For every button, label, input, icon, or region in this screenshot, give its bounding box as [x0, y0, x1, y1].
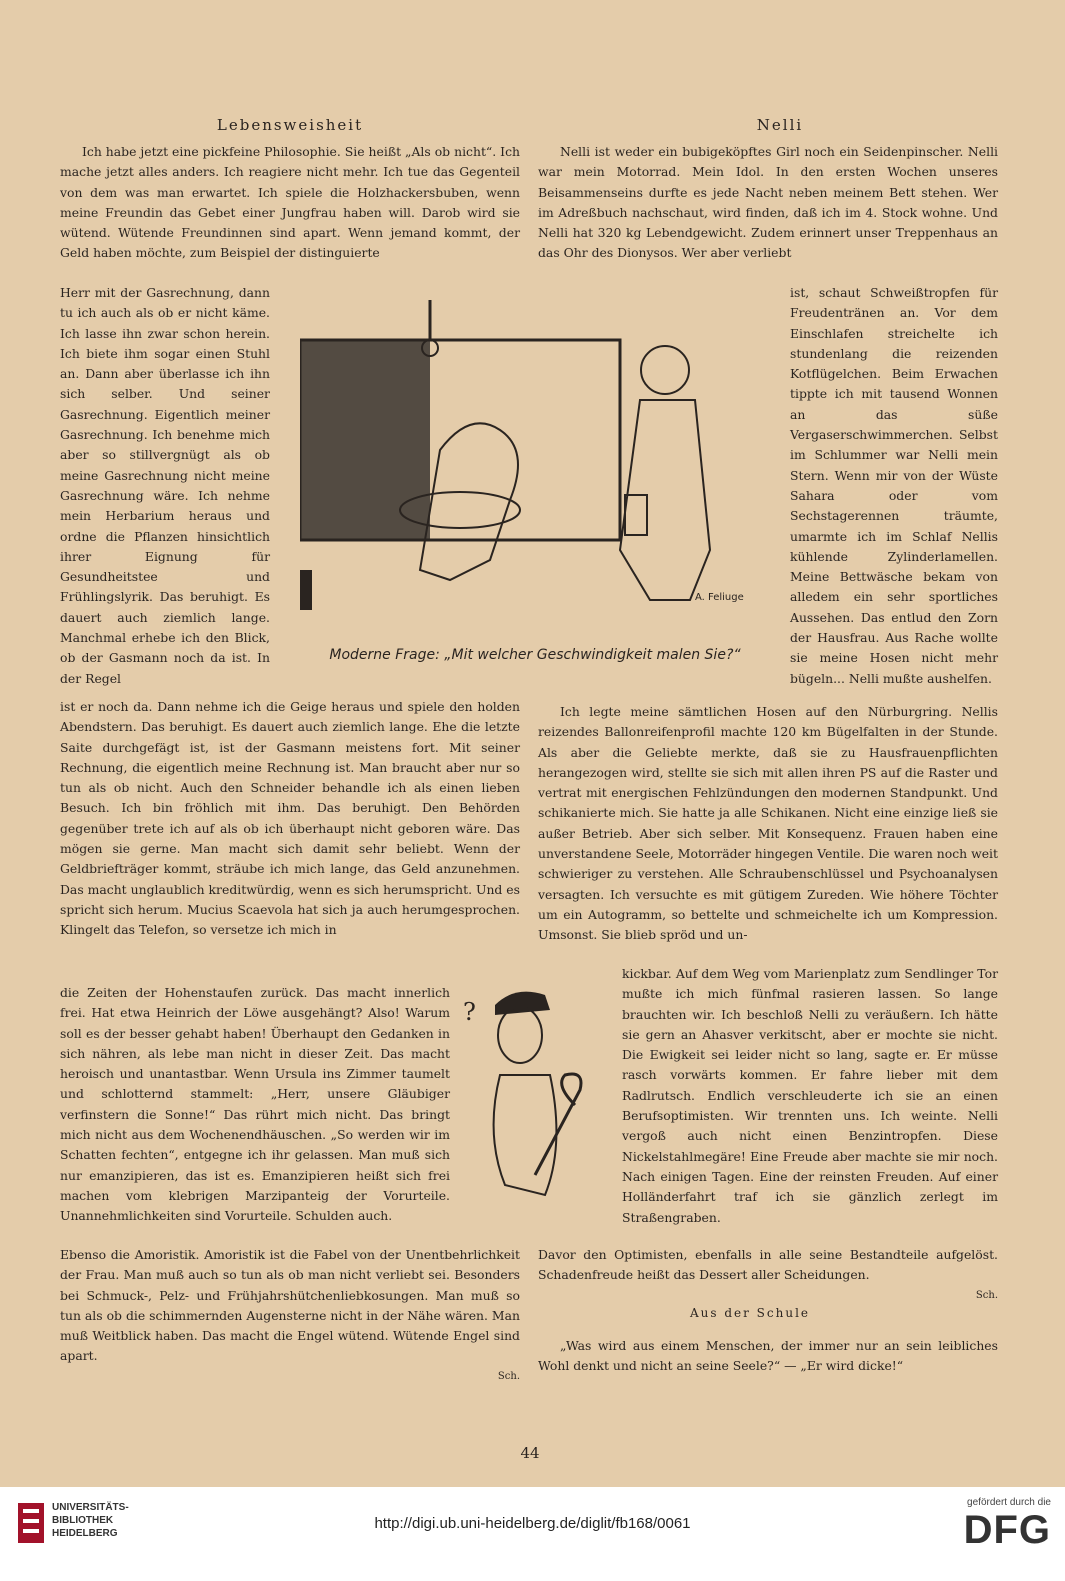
right-article-paragraph-2 [790, 283, 998, 689]
school-joke-text [538, 1336, 998, 1377]
left-article-paragraph-1 [60, 142, 520, 264]
painter-figure [420, 423, 518, 580]
paragraph-text: die Zeiten der Hohenstaufen zurück. Das macht innerlich frei. Hat etwa Heinrich der Löwe ausgehängt? Also! Warum soll es der besser gehabt haben! Überhaupt den Gedanken in sich nähren, als lebe man nicht in dieser Zeit. Das macht heroisch und unantastbar. Wenn Ursula ins Zimmer taumelt und schlotternd stammelt: „Herr, unsere Gläubiger verfinstern die Sonne!“ Das rührt mich nicht. Das bringt mich nicht aus dem Wochenendhäuschen. „So werden wir im Schatten fechten“, entgegne ich ihr gelassen. Man muß sich nur emanzipieren, das ist es. Emanzipieren heißt sich frei machen vom klebrigen Marzipanteig der Vorurteile. Unannehmlichkeiten sind Vorurteile. Schulden auch. [60, 985, 450, 1224]
right-article-paragraph-5 [538, 1245, 998, 1306]
paragraph-text: „Was wird aus einem Menschen, der immer nur an sein leibliches Wohl denkt und nicht an seine Seele?“ — „Er wird dicke!“ [538, 1338, 998, 1374]
illustration-caption: Moderne Frage: „Mit welcher Geschwindigkeit malen Sie?“ [329, 647, 741, 663]
paragraph-text: Ebenso die Amoristik. Amoristik ist die Fabel von der Unentbehrlichkeit der Frau. Man muß auch so tun als ob man nicht verliebt sei. Besonders bei Schmuck-, Pelz- und Frühjahrshütchenliebkosungen. Man muß so tun als ob die schimmernden Augensterne nicht in der Nähe wären. Man muß Weitblick haben. Das macht die Engel wütend. Wütende Engel sind apart. [60, 1247, 520, 1364]
body [494, 1075, 557, 1195]
footer-bar [0, 1487, 1065, 1581]
hat [495, 992, 550, 1015]
right-article-paragraph-3 [538, 702, 998, 946]
dark-painting-area [300, 340, 430, 540]
right-article-paragraph-1 [538, 142, 998, 264]
right-article-title: Nelli [756, 116, 804, 134]
paragraph-text: ist, schaut Schweißtropfen für Freudentränen an. Vor dem Einschlafen streichelte ich stundenlang die reizenden Kotflügelchen. Beim Erwachen tippte ich mit tausend Wonnen an das süße Vergaserschwimmerchen. Selbst im Schlummer war Nelli mein Stern. Wenn mir von der Wüste Sahara oder vom Sechstagerennen träumte, umarmte ich im Schlaf Nellis kühlende Zylinderlamellen. Meine Bettwäsche bekam von alledem ein sehr sportliches Aussehen. Das entlud den Zorn der Hausfrau. Aus Rache wollte sie meine Hosen nicht mehr bügeln... Nelli mußte aushelfen. [790, 285, 998, 686]
doctor-head [641, 346, 689, 394]
right-article-signature: Sch. [975, 1289, 998, 1301]
left-article-signature: Sch. [497, 1370, 520, 1382]
artist-signature: A. Feliuge [695, 592, 744, 603]
permalink-url[interactable]: http://digi.ub.uni-heidelberg.de/diglit/fb168/0061 [374, 1515, 691, 1532]
library-name-line: UNIVERSITÄTS- [52, 1502, 129, 1513]
paragraph-text: Herr mit der Gasrechnung, dann tu ich auch als ob er nicht käme. Ich lasse ihn zwar schon herein. Ich biete ihm sogar einen Stuhl an. Dann aber überlasse ich ihn sich selber. Und seiner Gasrechnung. Eigentlich meiner Gasrechnung. Ich benehme mich aber so stillvergnügt als ob meine Gasrechnung nicht meine Gasrechnung wäre. Ich nehme mein Herbarium heraus und ordne die Pflanzen hinsichtlich ihrer Eignung für Gesundheitstee und Frühlingslyrik. Das beruhigt. Es dauert auch ziemlich lange. Manchmal erhebe ich den Blick, ob der Gasmann noch da ist. In der Regel [60, 285, 270, 686]
right-article-paragraph-4 [622, 964, 998, 1228]
paragraph-text: Davor den Optimisten, ebenfalls in alle seine Bestandteile aufgelöst. Schadenfreude heißt das Dessert aller Scheidungen. [538, 1247, 998, 1283]
head [498, 1007, 542, 1063]
cane [535, 1074, 581, 1175]
left-article-paragraph-3 [60, 697, 520, 941]
doctor-bag [625, 495, 647, 535]
paragraph-text: Ich legte meine sämtlichen Hosen auf den Nürburgring. Nellis reizendes Ballonreifenprofil machte 120 km Bügelfalten in der Stunde. Als aber die Geliebte merkte, daß sie zu Hausfrauenpflichten herangezogen wird, stellte sie sich mit allen ihren PS auf die Raster und vertrat mit energischen Fehlzündungen den modernen Standpunkt. Und schikanierte mich. Sie hatte ja alle Schikanen. Nicht eine einzige ließ sie außer Betrieb. Aber sich selber. Mit Konsequenz. Frauen haben eine unverstandene Seele, Motorräder hingegen Ventile. Die waren noch weit schwieriger zu verstehen. Alle Schraubenschlüssel und Psychoanalysen versagten. Ich versuchte es mit gütigem Zureden. Wie höhere Töchter um ein Autogramm, so bettelte und schmeichelte ich um Kompression. Umsonst. Sie blieb spröd und un- [538, 704, 998, 943]
left-article-paragraph-2 [60, 283, 270, 689]
school-joke-title: Aus der Schule [689, 1306, 811, 1320]
paragraph-text: kickbar. Auf dem Weg vom Marienplatz zum Sendlinger Tor mußte ich mich fünfmal rasieren lassen. So lange brauchten wir. Ich beschloß Nelli zu veräußern. Ich hätte sie gern an Ahasver verkitscht, aber er mochte sie nicht. Die Ewigkeit sei leider nicht so lang, sagte er. Er müsse rasch vorwärts kommen. Er fahre lieber mit dem Radlrutsch. Endlich verschleuderte ich sie an einen Berufsoptimisten. Wir trennten uns. Ich weinte. Nelli vergoß auch nicht einen Benzintropfen. Diese Nickelstahlmegäre! Eine Freude aber machte sie mir noch. Nach einigen Tagen. Eine der reinsten Freuden. Auf einer Holländerfahrt traf ich sie gänzlich zerlegt im Straßengraben. [622, 966, 998, 1225]
painter-illustration [300, 300, 780, 640]
paragraph-text: Nelli ist weder ein bubigeköpftes Girl noch ein Seidenpinscher. Nelli war mein Motorrad. Mein Idol. In den ersten Wochen unseres Beisammenseins durfte es jede Nacht neben meinem Bett stehen. Wer im Adreßbuch nachschaut, wird finden, daß ich im 4. Stock wohne. Und Nelli hat 320 kg Lebendgewicht. Zudem erinnert unser Treppenhaus an das Ohr des Dionysos. Wer aber verliebt [538, 144, 998, 261]
doctor-figure [620, 400, 710, 600]
bottle [300, 570, 312, 610]
question-mark: ? [463, 998, 476, 1026]
funding-note: gefördert durch die [967, 1497, 1051, 1508]
library-name-line: BIBLIOTHEK [52, 1515, 114, 1526]
left-article-paragraph-5 [60, 1245, 520, 1387]
dfg-wordmark: DFG [963, 1508, 1051, 1552]
left-article-paragraph-4 [60, 983, 450, 1227]
paragraph-text: ist er noch da. Dann nehme ich die Geige heraus und spiele den holden Abendstern. Das beruhigt. Es dauert auch ziemlich lange. Ehe die letzte Saite durchgefägt ist, ist der Gasmann meistens fort. Mit seiner Rechnung, die eigentlich meine Rechnung ist. Man braucht aber nur so tun als ob nicht. Auch den Schneider behandle ich als einen lieben Besuch. Ich bin fröhlich mit ihm. Das beruhigt. Den Behörden gegenüber trete ich auf als ob ich überhaupt nicht geboren wäre. Das mögen sie gerne. Man macht sich damit sehr beliebt. Wenn der Geldbriefträger kommt, sträube ich mich lange, das Geld anzunehmen. Das macht unglaublich kreditwürdig, wenn es sich herumspricht. Und es spricht sich herum. Mucius Scaevola hat sich ja auch herumgesprochen. Klingelt das Telefon, so versetze ich mich in [60, 699, 520, 938]
man-with-cane-illustration [455, 975, 625, 1235]
library-name-line: HEIDELBERG [52, 1528, 118, 1539]
page-number: 44 [520, 1444, 540, 1462]
left-article-title: Lebensweisheit [216, 116, 364, 134]
funder-logo[interactable] [931, 1497, 1051, 1552]
paragraph-text: Ich habe jetzt eine pickfeine Philosophie. Sie heißt „Als ob nicht“. Ich mache jetzt alles anders. Ich reagiere nicht mehr. Ich tue das Gegenteil von dem was man erwartet. Ich spiele die Holzhackersbuben, wenn meine Freundin das Gebet einer Jungfrau haben will. Darob wird sie wütend. Wütende Freundinnen sind apart. Wenn jemand kommt, der Geld haben möchte, zum Beispiel der distinguierte [60, 144, 520, 261]
